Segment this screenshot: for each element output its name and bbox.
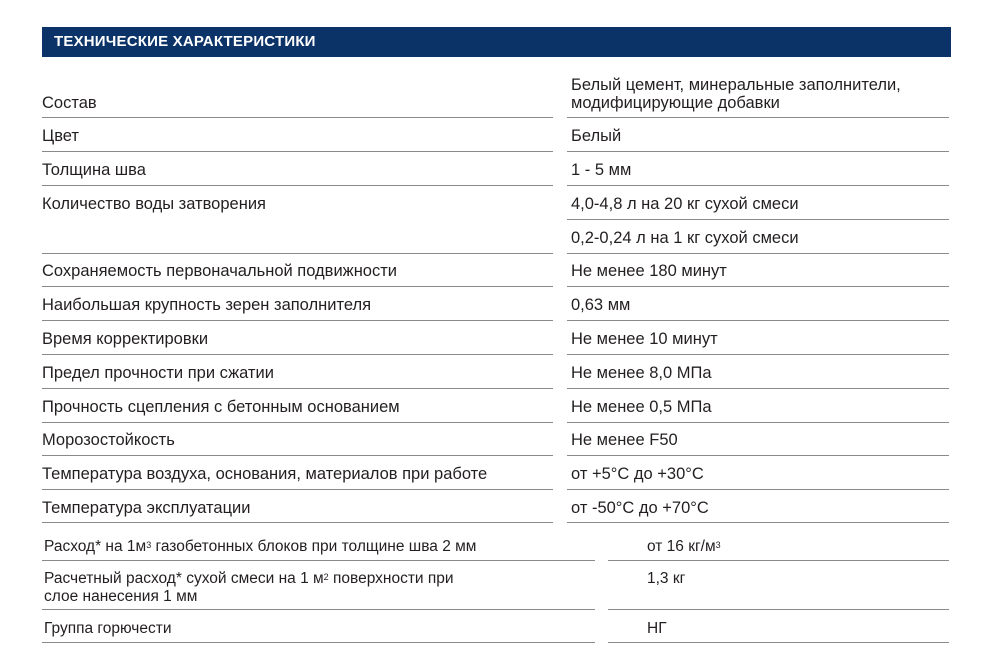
row-value-service-temperature: от -50°С до +70°С [571, 499, 709, 517]
row-divider [42, 422, 553, 423]
row-divider [42, 642, 595, 643]
row-divider [567, 354, 949, 355]
row-divider [567, 422, 949, 423]
row-divider [42, 354, 553, 355]
row-divider [42, 522, 553, 523]
row-divider [567, 455, 949, 456]
row-label-flammability: Группа горючести [44, 620, 172, 637]
row-label-work-temperature: Температура воздуха, основания, материалов при работе [42, 465, 488, 483]
row-value-color: Белый [571, 127, 622, 145]
row-value-compressive-strength: Не менее 8,0 МПа [571, 364, 712, 382]
calc-consumption-label-part1: Расчетный расход* сухой смеси на 1 м [44, 570, 324, 587]
row-label-water-amount: Количество воды затворения [42, 195, 266, 213]
row-value-composition-line2: модифицирующие добавки [571, 94, 780, 112]
row-divider [42, 489, 553, 490]
row-value-seam-thickness: 1 - 5 мм [571, 161, 632, 179]
row-value-frost-resistance: Не менее F50 [571, 431, 678, 449]
row-label-compressive-strength: Предел прочности при сжатии [42, 364, 274, 382]
row-value-correction-time: Не менее 10 минут [571, 330, 718, 348]
row-divider [567, 286, 949, 287]
row-divider [608, 609, 949, 610]
row-divider [42, 151, 553, 152]
row-value-mobility: Не менее 180 минут [571, 262, 727, 280]
row-value-work-temperature: от +5°С до +30°С [571, 465, 704, 483]
row-value-water-amount: 4,0-4,8 л на 20 кг сухой смеси [571, 195, 799, 213]
row-value-composition-line1: Белый цемент, минеральные заполнители, [571, 76, 901, 94]
row-value-water-amount-extra: 0,2-0,24 л на 1 кг сухой смеси [571, 229, 799, 247]
row-label-color: Цвет [42, 127, 79, 145]
row-divider [608, 642, 949, 643]
row-value-calc-consumption: 1,3 кг [647, 570, 686, 587]
row-divider [42, 320, 553, 321]
consumption-value-sup: 3 [715, 540, 721, 550]
consumption-label-part2: газобетонных блоков при толщине шва 2 мм [151, 538, 477, 555]
row-divider [567, 117, 949, 118]
row-divider [567, 489, 949, 490]
row-value-consumption [647, 538, 721, 556]
row-label-frost-resistance: Морозостойкость [42, 431, 175, 449]
section-title: ТЕХНИЧЕСКИЕ ХАРАКТЕРИСТИКИ [54, 33, 316, 50]
row-divider [42, 117, 553, 118]
calc-consumption-label-part2: поверхности при [328, 570, 454, 587]
row-divider [567, 185, 949, 186]
row-divider [42, 253, 553, 254]
row-divider [42, 560, 595, 561]
row-label-adhesion-strength: Прочность сцепления с бетонным основанием [42, 398, 400, 416]
row-label-calc-consumption [44, 570, 454, 588]
consumption-label-part1: Расход* на 1м [44, 538, 147, 555]
row-label-composition: Состав [42, 94, 97, 112]
row-label-mobility: Сохраняемость первоначальной подвижности [42, 262, 398, 280]
row-value-grain-size: 0,63 мм [571, 296, 631, 314]
row-label-calc-consumption-line2: слое нанесения 1 мм [44, 588, 198, 605]
row-divider [567, 151, 949, 152]
row-divider [42, 455, 553, 456]
row-divider [42, 609, 595, 610]
row-divider [42, 185, 553, 186]
row-divider [608, 560, 949, 561]
row-label-consumption [44, 538, 476, 556]
row-label-grain-size: Наибольшая крупность зерен заполнителя [42, 296, 372, 314]
section-header [42, 27, 951, 57]
row-value-flammability: НГ [647, 620, 667, 637]
row-label-service-temperature: Температура эксплуатации [42, 499, 251, 517]
consumption-label-sup: 3 [146, 540, 152, 550]
row-divider [567, 320, 949, 321]
calc-consumption-label-sup: 2 [323, 572, 329, 582]
row-value-adhesion-strength: Не менее 0,5 МПа [571, 398, 712, 416]
row-divider [567, 388, 949, 389]
row-label-seam-thickness: Толщина шва [42, 161, 146, 179]
row-label-correction-time: Время корректировки [42, 330, 209, 348]
row-divider [42, 286, 553, 287]
row-divider [567, 522, 949, 523]
row-divider [567, 253, 949, 254]
consumption-value: от 16 кг/м [647, 538, 716, 555]
row-divider [42, 388, 553, 389]
row-divider [567, 219, 949, 220]
